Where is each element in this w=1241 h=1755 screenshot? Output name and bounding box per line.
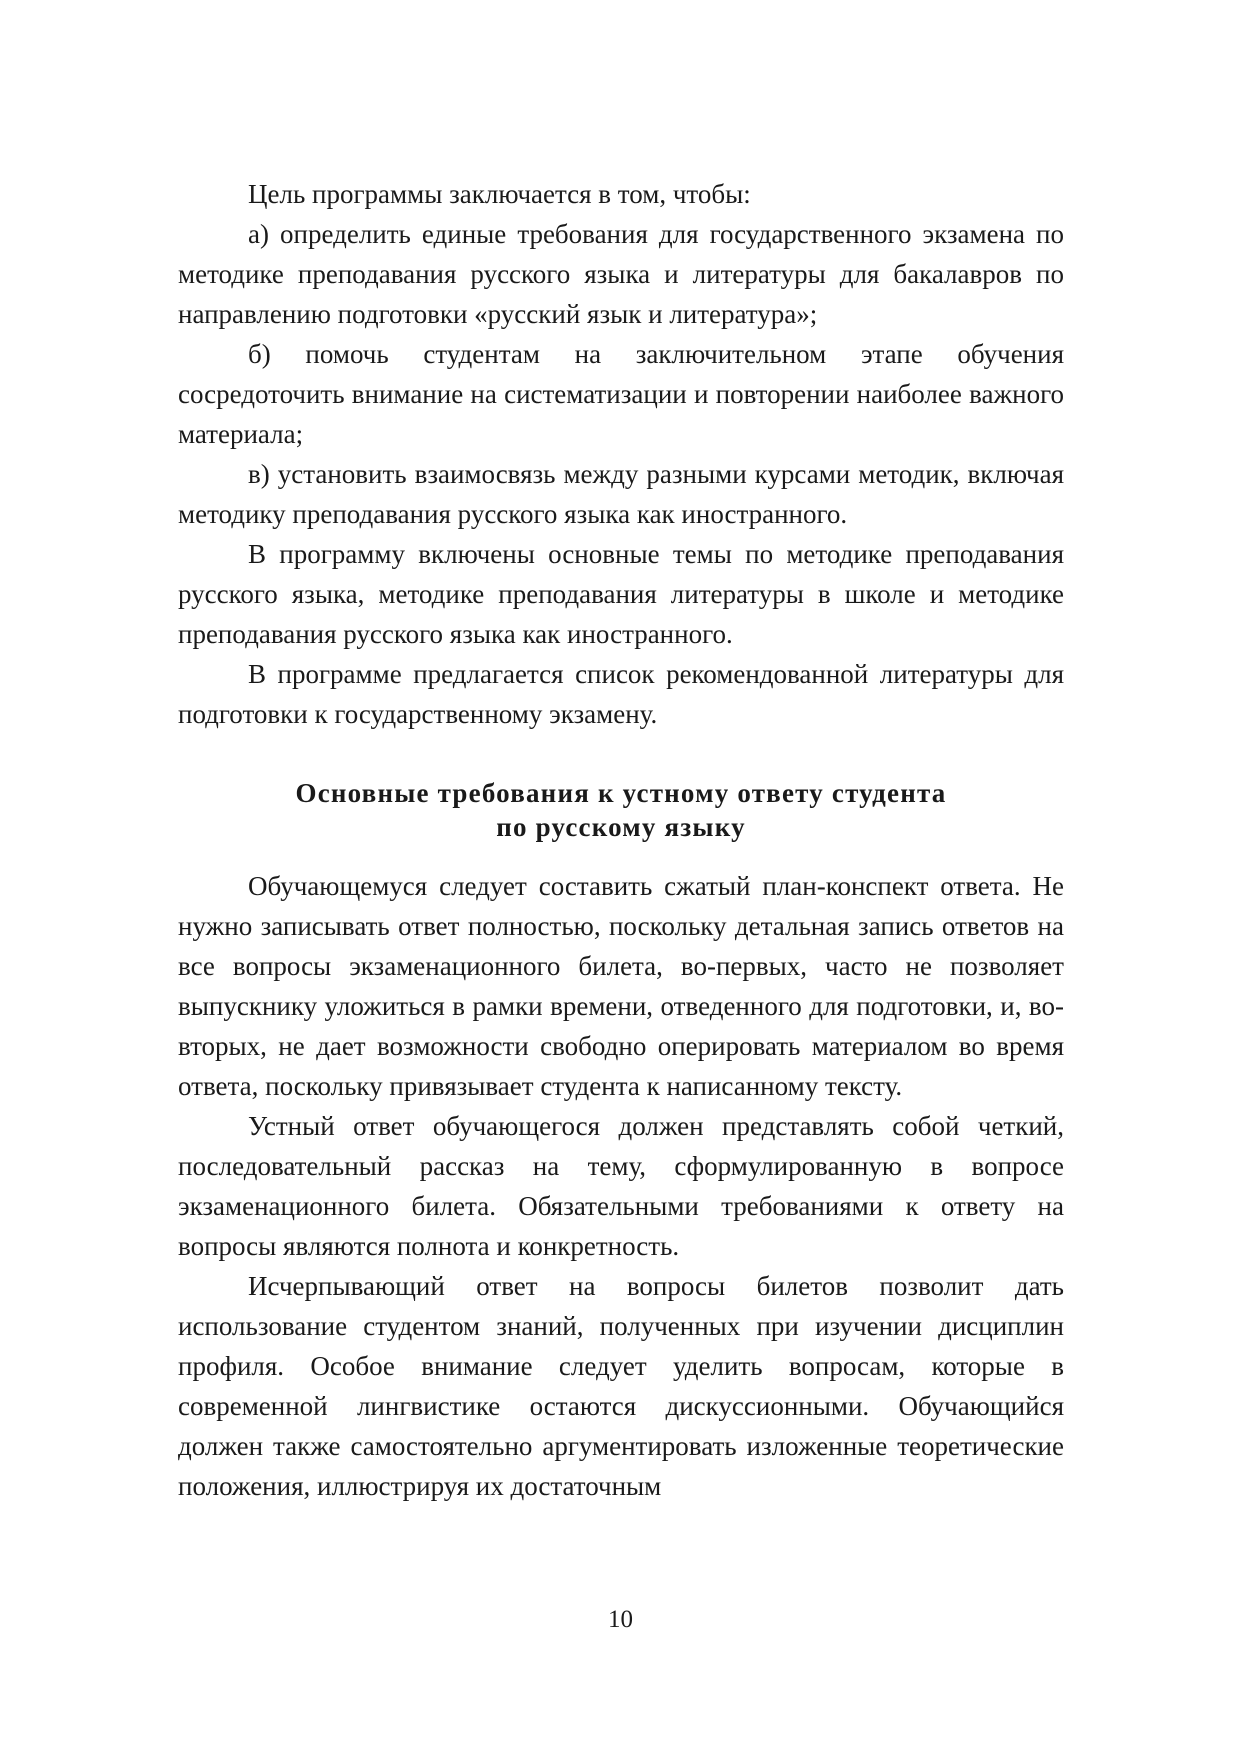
paragraph-goal-c: в) установить взаимосвязь между разными курсами методик, включая методику преподавания русского языка как иностранного. [178,459,1064,529]
section-heading [178,776,1064,844]
paragraph-program-literature: В программе предлагается список рекомендованной литературы для подготовки к государственному экзамену. [178,659,1064,729]
section-text-block [178,866,1064,1506]
intro-text-block [178,174,1064,734]
paragraph-oral-answer: Устный ответ обучающегося должен представлять собой четкий, последовательный рассказ на тему, сформулированную в вопросе экзаменационного билета. Обязательными требованиями к ответу на вопросы являются полнота и конкретность. [178,1111,1064,1261]
paragraph-plan-outline: Обучающемуся следует составить сжатый план-конспект ответа. Не нужно записывать ответ полностью, поскольку детальная запись ответов на все вопросы экзаменационного билета, во-первых, часто не позволяет выпускнику уложиться в рамки времени, отведенного для подготовки, и, во-вторых, не дает возможности свободно оперировать материалом во время ответа, поскольку привязывает студента к написанному тексту. [178,871,1064,1101]
section-heading-line-1: Основные требования к устному ответу студента [295,778,947,808]
paragraph-goal-b: б) помочь студентам на заключительном этапе обучения сосредоточить внимание на систематизации и повторении наиболее важного материала; [178,339,1064,449]
page-number: 10 [608,1606,633,1633]
paragraph-program-topics: В программу включены основные темы по методике преподавания русского языка, методике преподавания литературы в школе и методике преподавания русского языка как иностранного. [178,539,1064,649]
paragraph-exhaustive-answer: Исчерпывающий ответ на вопросы билетов позволит дать использование студентом знаний, полученных при изучении дисциплин профиля. Особое внимание следует уделить вопросам, которые в современной лингвистике остаются дискуссионными. Обучающийся должен также самостоятельно аргументировать изложенные теоретические положения, иллюстрируя их достаточным [178,1271,1064,1501]
section-heading-line-2: по русскому языку [496,812,746,842]
paragraph-program-goal: Цель программы заключается в том, чтобы: [248,179,751,209]
paragraph-goal-a: а) определить единые требования для государственного экзамена по методике преподавания русского языка и литературы для бакалавров по направлению подготовки «русский язык и литература»; [178,219,1064,329]
